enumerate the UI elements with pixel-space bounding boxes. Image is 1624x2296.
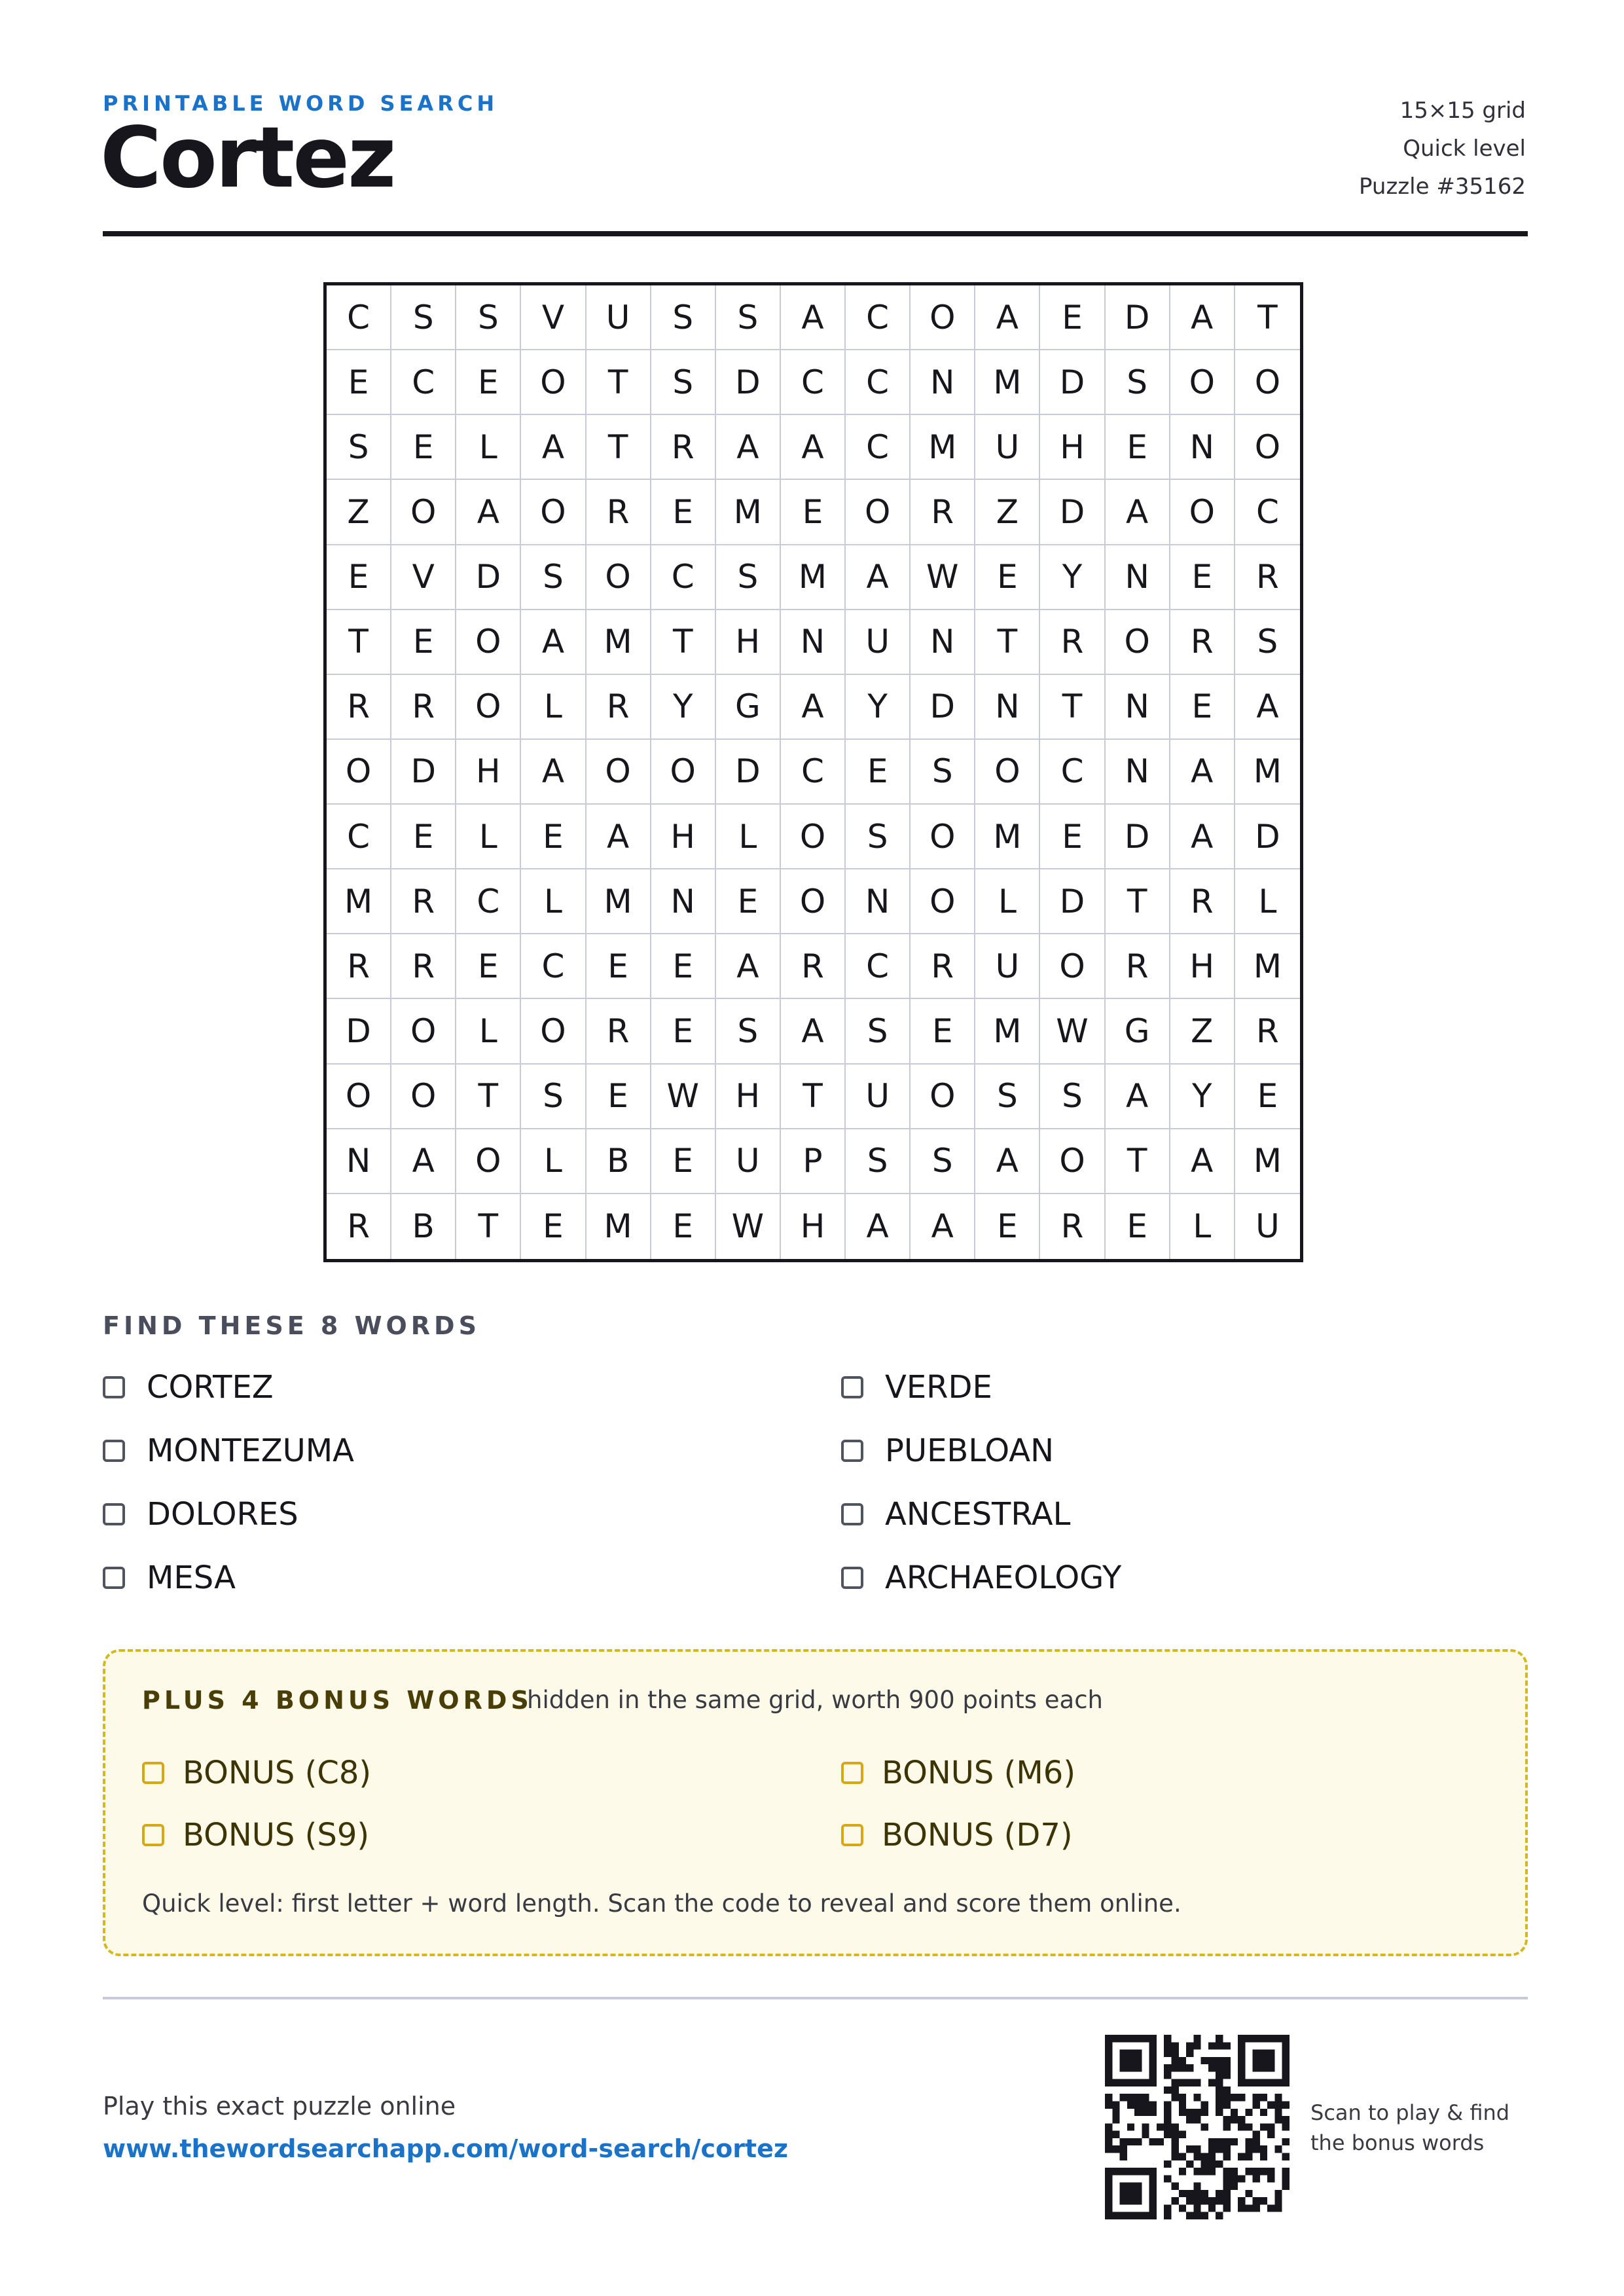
grid-cell[interactable]: O: [846, 480, 911, 545]
grid-cell[interactable]: N: [651, 869, 716, 934]
grid-cell[interactable]: E: [781, 480, 846, 545]
grid-cell[interactable]: M: [975, 805, 1040, 869]
grid-cell[interactable]: E: [1235, 1065, 1300, 1129]
grid-cell[interactable]: V: [521, 285, 586, 350]
grid-cell[interactable]: T: [456, 1065, 521, 1129]
grid-cell[interactable]: Y: [846, 675, 911, 740]
grid-cell[interactable]: V: [391, 545, 456, 610]
grid-cell[interactable]: E: [651, 1129, 716, 1194]
grid-cell[interactable]: R: [1040, 1194, 1105, 1259]
grid-cell[interactable]: C: [846, 285, 911, 350]
grid-cell[interactable]: T: [327, 610, 391, 675]
grid-cell[interactable]: A: [1170, 805, 1235, 869]
grid-cell[interactable]: R: [586, 999, 651, 1064]
grid-cell[interactable]: A: [391, 1129, 456, 1194]
grid-cell[interactable]: O: [586, 740, 651, 805]
grid-cell[interactable]: S: [716, 999, 781, 1064]
bonus-word-label: BONUS (M6): [882, 1755, 1076, 1791]
grid-cell[interactable]: E: [716, 869, 781, 934]
grid-cell[interactable]: T: [1040, 675, 1105, 740]
grid-cell[interactable]: D: [1235, 805, 1300, 869]
grid-cell[interactable]: H: [781, 1194, 846, 1259]
grid-cell[interactable]: N: [1106, 545, 1170, 610]
grid-cell[interactable]: S: [651, 350, 716, 415]
grid-cell[interactable]: R: [1170, 610, 1235, 675]
grid-cell[interactable]: L: [456, 415, 521, 480]
bonus-word-item[interactable]: [142, 1817, 369, 1853]
grid-cell[interactable]: M: [1235, 1129, 1300, 1194]
puzzle-url-link[interactable]: www.thewordsearchapp.com/word-search/cortez: [103, 2134, 788, 2163]
grid-cell[interactable]: R: [327, 675, 391, 740]
grid-cell[interactable]: W: [651, 1065, 716, 1129]
grid-cell[interactable]: E: [846, 740, 911, 805]
grid-cell[interactable]: E: [521, 805, 586, 869]
grid-cell[interactable]: N: [1106, 740, 1170, 805]
grid-cell[interactable]: A: [1170, 740, 1235, 805]
grid-cell[interactable]: L: [456, 805, 521, 869]
grid-cell[interactable]: R: [327, 1194, 391, 1259]
grid-cell[interactable]: T: [586, 350, 651, 415]
checkbox-icon[interactable]: [103, 1440, 125, 1462]
bonus-word-label: BONUS (C8): [183, 1755, 372, 1791]
grid-cell[interactable]: L: [521, 675, 586, 740]
grid-cell[interactable]: A: [1106, 480, 1170, 545]
grid-cell[interactable]: T: [586, 415, 651, 480]
grid-cell[interactable]: U: [846, 1065, 911, 1129]
grid-cell[interactable]: A: [781, 285, 846, 350]
grid-cell[interactable]: T: [975, 610, 1040, 675]
qr-caption-line: Scan to play & find: [1310, 2100, 1510, 2125]
word-item[interactable]: [103, 1432, 354, 1469]
grid-cell[interactable]: S: [846, 999, 911, 1064]
grid-cell[interactable]: R: [1040, 610, 1105, 675]
grid-cell[interactable]: N: [911, 350, 975, 415]
grid-cell[interactable]: R: [586, 480, 651, 545]
grid-cell[interactable]: D: [716, 350, 781, 415]
grid-cell[interactable]: A: [586, 805, 651, 869]
word-label: DOLORES: [147, 1496, 298, 1533]
grid-cell[interactable]: E: [521, 1194, 586, 1259]
grid-cell[interactable]: C: [327, 805, 391, 869]
qr-caption: [1310, 2098, 1509, 2158]
grid-cell[interactable]: O: [911, 285, 975, 350]
checkbox-icon[interactable]: [841, 1376, 863, 1398]
grid-cell[interactable]: L: [521, 1129, 586, 1194]
grid-cell[interactable]: U: [846, 610, 911, 675]
grid-cell[interactable]: U: [716, 1129, 781, 1194]
bonus-word-label: BONUS (S9): [183, 1817, 370, 1853]
grid-cell[interactable]: U: [586, 285, 651, 350]
word-label: CORTEZ: [147, 1369, 274, 1406]
checkbox-icon[interactable]: [103, 1567, 125, 1589]
grid-cell[interactable]: D: [391, 740, 456, 805]
grid-cell[interactable]: C: [781, 350, 846, 415]
grid-cell[interactable]: A: [846, 1194, 911, 1259]
grid-size-label: 15×15 grid: [1399, 98, 1526, 124]
grid-cell[interactable]: C: [391, 350, 456, 415]
checkbox-icon[interactable]: [103, 1376, 125, 1398]
word-item[interactable]: [103, 1496, 298, 1533]
grid-cell[interactable]: E: [975, 545, 1040, 610]
grid-cell[interactable]: L: [521, 869, 586, 934]
grid-cell[interactable]: E: [651, 1194, 716, 1259]
grid-cell[interactable]: E: [1170, 545, 1235, 610]
grid-cell[interactable]: S: [975, 1065, 1040, 1129]
grid-cell[interactable]: M: [1235, 740, 1300, 805]
grid-cell[interactable]: C: [651, 545, 716, 610]
grid-cell[interactable]: O: [1170, 480, 1235, 545]
grid-cell[interactable]: A: [1106, 1065, 1170, 1129]
grid-cell[interactable]: M: [1235, 934, 1300, 999]
grid-cell[interactable]: E: [327, 350, 391, 415]
grid-cell[interactable]: R: [327, 934, 391, 999]
grid-cell[interactable]: S: [911, 740, 975, 805]
grid-cell[interactable]: O: [911, 1065, 975, 1129]
grid-cell[interactable]: D: [1040, 480, 1105, 545]
grid-cell[interactable]: Y: [1170, 1065, 1235, 1129]
grid-cell[interactable]: O: [651, 740, 716, 805]
grid-cell[interactable]: A: [1235, 675, 1300, 740]
checkbox-icon[interactable]: [841, 1440, 863, 1462]
grid-cell[interactable]: R: [586, 675, 651, 740]
grid-cell[interactable]: E: [391, 415, 456, 480]
grid-cell[interactable]: O: [1170, 350, 1235, 415]
grid-cell[interactable]: A: [1170, 285, 1235, 350]
bonus-note: Quick level: first letter + word length. Scan the code to reveal and score them online.: [142, 1889, 1182, 1918]
bonus-word-item[interactable]: [841, 1817, 1073, 1853]
grid-cell[interactable]: Z: [327, 480, 391, 545]
grid-cell[interactable]: O: [911, 869, 975, 934]
grid-cell[interactable]: M: [716, 480, 781, 545]
grid-cell[interactable]: D: [1106, 285, 1170, 350]
grid-cell[interactable]: C: [521, 934, 586, 999]
grid-cell[interactable]: S: [1106, 350, 1170, 415]
word-label: ARCHAEOLOGY: [885, 1559, 1122, 1596]
grid-cell[interactable]: A: [975, 1129, 1040, 1194]
word-label: VERDE: [885, 1369, 992, 1406]
grid-cell[interactable]: O: [391, 480, 456, 545]
grid-cell[interactable]: A: [521, 740, 586, 805]
grid-cell[interactable]: M: [975, 350, 1040, 415]
grid-cell[interactable]: D: [1040, 869, 1105, 934]
grid-cell[interactable]: L: [1170, 1194, 1235, 1259]
grid-cell[interactable]: O: [456, 610, 521, 675]
grid-cell[interactable]: E: [1040, 285, 1105, 350]
grid-cell[interactable]: L: [1235, 869, 1300, 934]
grid-cell[interactable]: O: [975, 740, 1040, 805]
puzzle-number: Puzzle #35162: [1359, 173, 1526, 200]
grid-cell[interactable]: O: [521, 350, 586, 415]
grid-cell[interactable]: C: [781, 740, 846, 805]
grid-cell[interactable]: M: [586, 869, 651, 934]
grid-cell[interactable]: C: [456, 869, 521, 934]
footer-divider: [103, 1997, 1528, 1999]
grid-cell[interactable]: A: [521, 415, 586, 480]
grid-cell[interactable]: E: [456, 934, 521, 999]
word-item[interactable]: [841, 1432, 1054, 1469]
grid-cell[interactable]: S: [1040, 1065, 1105, 1129]
grid-cell[interactable]: L: [975, 869, 1040, 934]
grid-cell[interactable]: N: [975, 675, 1040, 740]
grid-cell[interactable]: A: [716, 934, 781, 999]
grid-cell[interactable]: H: [651, 805, 716, 869]
grid-cell[interactable]: R: [1235, 999, 1300, 1064]
grid-cell[interactable]: S: [651, 285, 716, 350]
checkbox-icon[interactable]: [841, 1762, 863, 1784]
grid-cell[interactable]: T: [1106, 869, 1170, 934]
grid-cell[interactable]: E: [1170, 675, 1235, 740]
grid-cell[interactable]: A: [846, 545, 911, 610]
grid-cell[interactable]: T: [781, 1065, 846, 1129]
grid-cell[interactable]: M: [327, 869, 391, 934]
grid-cell[interactable]: O: [1040, 1129, 1105, 1194]
grid-cell[interactable]: W: [1040, 999, 1105, 1064]
grid-cell[interactable]: E: [391, 805, 456, 869]
grid-cell[interactable]: O: [1235, 350, 1300, 415]
grid-cell[interactable]: L: [716, 805, 781, 869]
grid-cell[interactable]: D: [327, 999, 391, 1064]
word-item[interactable]: [841, 1369, 992, 1406]
grid-cell[interactable]: R: [1106, 934, 1170, 999]
grid-cell[interactable]: O: [391, 1065, 456, 1129]
checkbox-icon[interactable]: [841, 1567, 863, 1589]
grid-cell[interactable]: S: [521, 545, 586, 610]
bonus-heading: PLUS 4 BONUS WORDS: [142, 1686, 533, 1715]
grid-cell[interactable]: E: [1106, 415, 1170, 480]
word-item[interactable]: [103, 1369, 274, 1406]
qr-code-icon[interactable]: [1105, 2035, 1290, 2219]
grid-cell[interactable]: S: [846, 1129, 911, 1194]
grid-cell[interactable]: R: [1170, 869, 1235, 934]
grid-cell[interactable]: Y: [1040, 545, 1105, 610]
grid-cell[interactable]: S: [521, 1065, 586, 1129]
grid-cell[interactable]: T: [651, 610, 716, 675]
grid-cell[interactable]: E: [456, 350, 521, 415]
grid-cell[interactable]: A: [1170, 1129, 1235, 1194]
grid-cell[interactable]: P: [781, 1129, 846, 1194]
grid-cell[interactable]: E: [391, 610, 456, 675]
grid-cell[interactable]: D: [1040, 350, 1105, 415]
grid-cell[interactable]: E: [975, 1194, 1040, 1259]
grid-cell[interactable]: Z: [975, 480, 1040, 545]
grid-cell[interactable]: E: [327, 545, 391, 610]
checkbox-icon[interactable]: [142, 1824, 164, 1846]
level-label: Quick level: [1403, 136, 1526, 162]
word-label: ANCESTRAL: [885, 1496, 1071, 1533]
grid-cell[interactable]: T: [1235, 285, 1300, 350]
grid-cell[interactable]: N: [846, 869, 911, 934]
grid-cell[interactable]: C: [1235, 480, 1300, 545]
grid-cell[interactable]: A: [521, 610, 586, 675]
grid-cell[interactable]: H: [716, 610, 781, 675]
grid-cell[interactable]: A: [975, 285, 1040, 350]
grid-cell[interactable]: R: [781, 934, 846, 999]
grid-cell[interactable]: M: [975, 999, 1040, 1064]
grid-cell[interactable]: L: [456, 999, 521, 1064]
grid-cell[interactable]: O: [586, 545, 651, 610]
grid-cell[interactable]: O: [521, 999, 586, 1064]
grid-cell[interactable]: E: [586, 1065, 651, 1129]
grid-cell[interactable]: A: [911, 1194, 975, 1259]
grid-cell[interactable]: O: [1106, 610, 1170, 675]
word-label: PUEBLOAN: [885, 1432, 1055, 1469]
grid-cell[interactable]: E: [1040, 805, 1105, 869]
grid-cell[interactable]: S: [327, 415, 391, 480]
grid-cell[interactable]: E: [1106, 1194, 1170, 1259]
grid-cell[interactable]: R: [911, 480, 975, 545]
grid-cell[interactable]: W: [911, 545, 975, 610]
grid-cell[interactable]: U: [1255, 1207, 1280, 1246]
grid-cell[interactable]: S: [456, 285, 521, 350]
grid-cell[interactable]: S: [911, 1129, 975, 1194]
grid-cell[interactable]: M: [911, 415, 975, 480]
grid-cell[interactable]: T: [456, 1194, 521, 1259]
letter-grid: [323, 282, 1303, 1262]
grid-cell[interactable]: H: [1040, 415, 1105, 480]
grid-cell[interactable]: C: [846, 350, 911, 415]
grid-cell[interactable]: Z: [1170, 999, 1235, 1064]
grid-cell[interactable]: O: [521, 480, 586, 545]
header-divider: [103, 231, 1528, 236]
grid-cell[interactable]: O: [327, 740, 391, 805]
qr-caption-line: the bonus words: [1310, 2130, 1485, 2155]
grid-cell[interactable]: O: [781, 869, 846, 934]
grid-cell[interactable]: D: [716, 740, 781, 805]
grid-cell[interactable]: S: [716, 285, 781, 350]
grid-cell[interactable]: O: [781, 805, 846, 869]
checkbox-icon[interactable]: [841, 1503, 863, 1525]
checkbox-icon[interactable]: [103, 1503, 125, 1525]
grid-cell[interactable]: E: [586, 934, 651, 999]
bonus-word-label: BONUS (D7): [882, 1817, 1073, 1853]
grid-cell[interactable]: N: [327, 1129, 391, 1194]
grid-cell[interactable]: A: [781, 999, 846, 1064]
grid-cell[interactable]: R: [651, 415, 716, 480]
grid-cell[interactable]: G: [716, 675, 781, 740]
grid-cell[interactable]: E: [651, 999, 716, 1064]
grid-cell[interactable]: M: [586, 610, 651, 675]
grid-cell[interactable]: S: [1235, 610, 1300, 675]
grid-cell[interactable]: E: [911, 999, 975, 1064]
grid-cell[interactable]: B: [586, 1129, 651, 1194]
grid-cell[interactable]: C: [1040, 740, 1105, 805]
grid-cell[interactable]: E: [651, 480, 716, 545]
grid-cell[interactable]: O: [456, 1129, 521, 1194]
grid-cell[interactable]: O: [327, 1065, 391, 1129]
grid-cell[interactable]: A: [781, 675, 846, 740]
grid-cell[interactable]: S: [716, 545, 781, 610]
grid-cell[interactable]: R: [391, 934, 456, 999]
grid-cell[interactable]: O: [1235, 415, 1300, 480]
grid-cell[interactable]: C: [846, 934, 911, 999]
grid-cell[interactable]: W: [716, 1194, 781, 1259]
word-label: MESA: [147, 1559, 236, 1596]
grid-cell[interactable]: H: [456, 740, 521, 805]
grid-cell[interactable]: R: [1235, 545, 1300, 610]
grid-cell[interactable]: N: [1106, 675, 1170, 740]
grid-cell[interactable]: O: [911, 805, 975, 869]
word-item[interactable]: [841, 1496, 1070, 1533]
grid-cell[interactable]: D: [1106, 805, 1170, 869]
grid-cell[interactable]: Y: [651, 675, 716, 740]
grid-cell[interactable]: H: [716, 1065, 781, 1129]
puzzle-meta: [1359, 92, 1526, 206]
grid-cell[interactable]: O: [391, 999, 456, 1064]
bonus-word-item[interactable]: [841, 1755, 1075, 1791]
grid-cell[interactable]: T: [1106, 1129, 1170, 1194]
grid-cell[interactable]: H: [1170, 934, 1235, 999]
grid-cell[interactable]: U: [975, 415, 1040, 480]
page-title: Cortez: [100, 109, 395, 207]
grid-cell[interactable]: N: [781, 610, 846, 675]
grid-cell[interactable]: E: [651, 934, 716, 999]
grid-cell[interactable]: R: [391, 869, 456, 934]
grid-cell[interactable]: M: [781, 545, 846, 610]
grid-cell[interactable]: N: [1170, 415, 1235, 480]
grid-cell[interactable]: R: [911, 934, 975, 999]
grid-cell[interactable]: D: [911, 675, 975, 740]
grid-cell[interactable]: N: [911, 610, 975, 675]
grid-cell[interactable]: M: [586, 1194, 651, 1259]
bonus-word-item[interactable]: [142, 1755, 371, 1791]
grid-cell[interactable]: G: [1106, 999, 1170, 1064]
checkbox-icon[interactable]: [142, 1762, 164, 1784]
grid-cell[interactable]: S: [391, 285, 456, 350]
word-item[interactable]: [841, 1559, 1121, 1596]
bonus-subtitle: hidden in the same grid, worth 900 points each: [527, 1686, 1103, 1714]
grid-cell[interactable]: C: [327, 285, 391, 350]
checkbox-icon[interactable]: [841, 1824, 863, 1846]
word-item[interactable]: [103, 1559, 236, 1596]
grid-cell[interactable]: D: [456, 545, 521, 610]
grid-cell[interactable]: U: [975, 934, 1040, 999]
grid-cell[interactable]: S: [846, 805, 911, 869]
grid-cell[interactable]: A: [716, 415, 781, 480]
grid-cell[interactable]: O: [1040, 934, 1105, 999]
grid-cell[interactable]: A: [781, 415, 846, 480]
grid-cell[interactable]: R: [391, 675, 456, 740]
play-online-text: Play this exact puzzle online: [103, 2092, 456, 2121]
grid-cell[interactable]: O: [456, 675, 521, 740]
eyebrow-label: PRINTABLE WORD SEARCH: [103, 91, 499, 116]
word-label: MONTEZUMA: [147, 1432, 355, 1469]
grid-cell[interactable]: B: [391, 1194, 456, 1259]
grid-cell[interactable]: C: [846, 415, 911, 480]
grid-cell[interactable]: A: [456, 480, 521, 545]
word-list-heading: FIND THESE 8 WORDS: [103, 1311, 480, 1340]
